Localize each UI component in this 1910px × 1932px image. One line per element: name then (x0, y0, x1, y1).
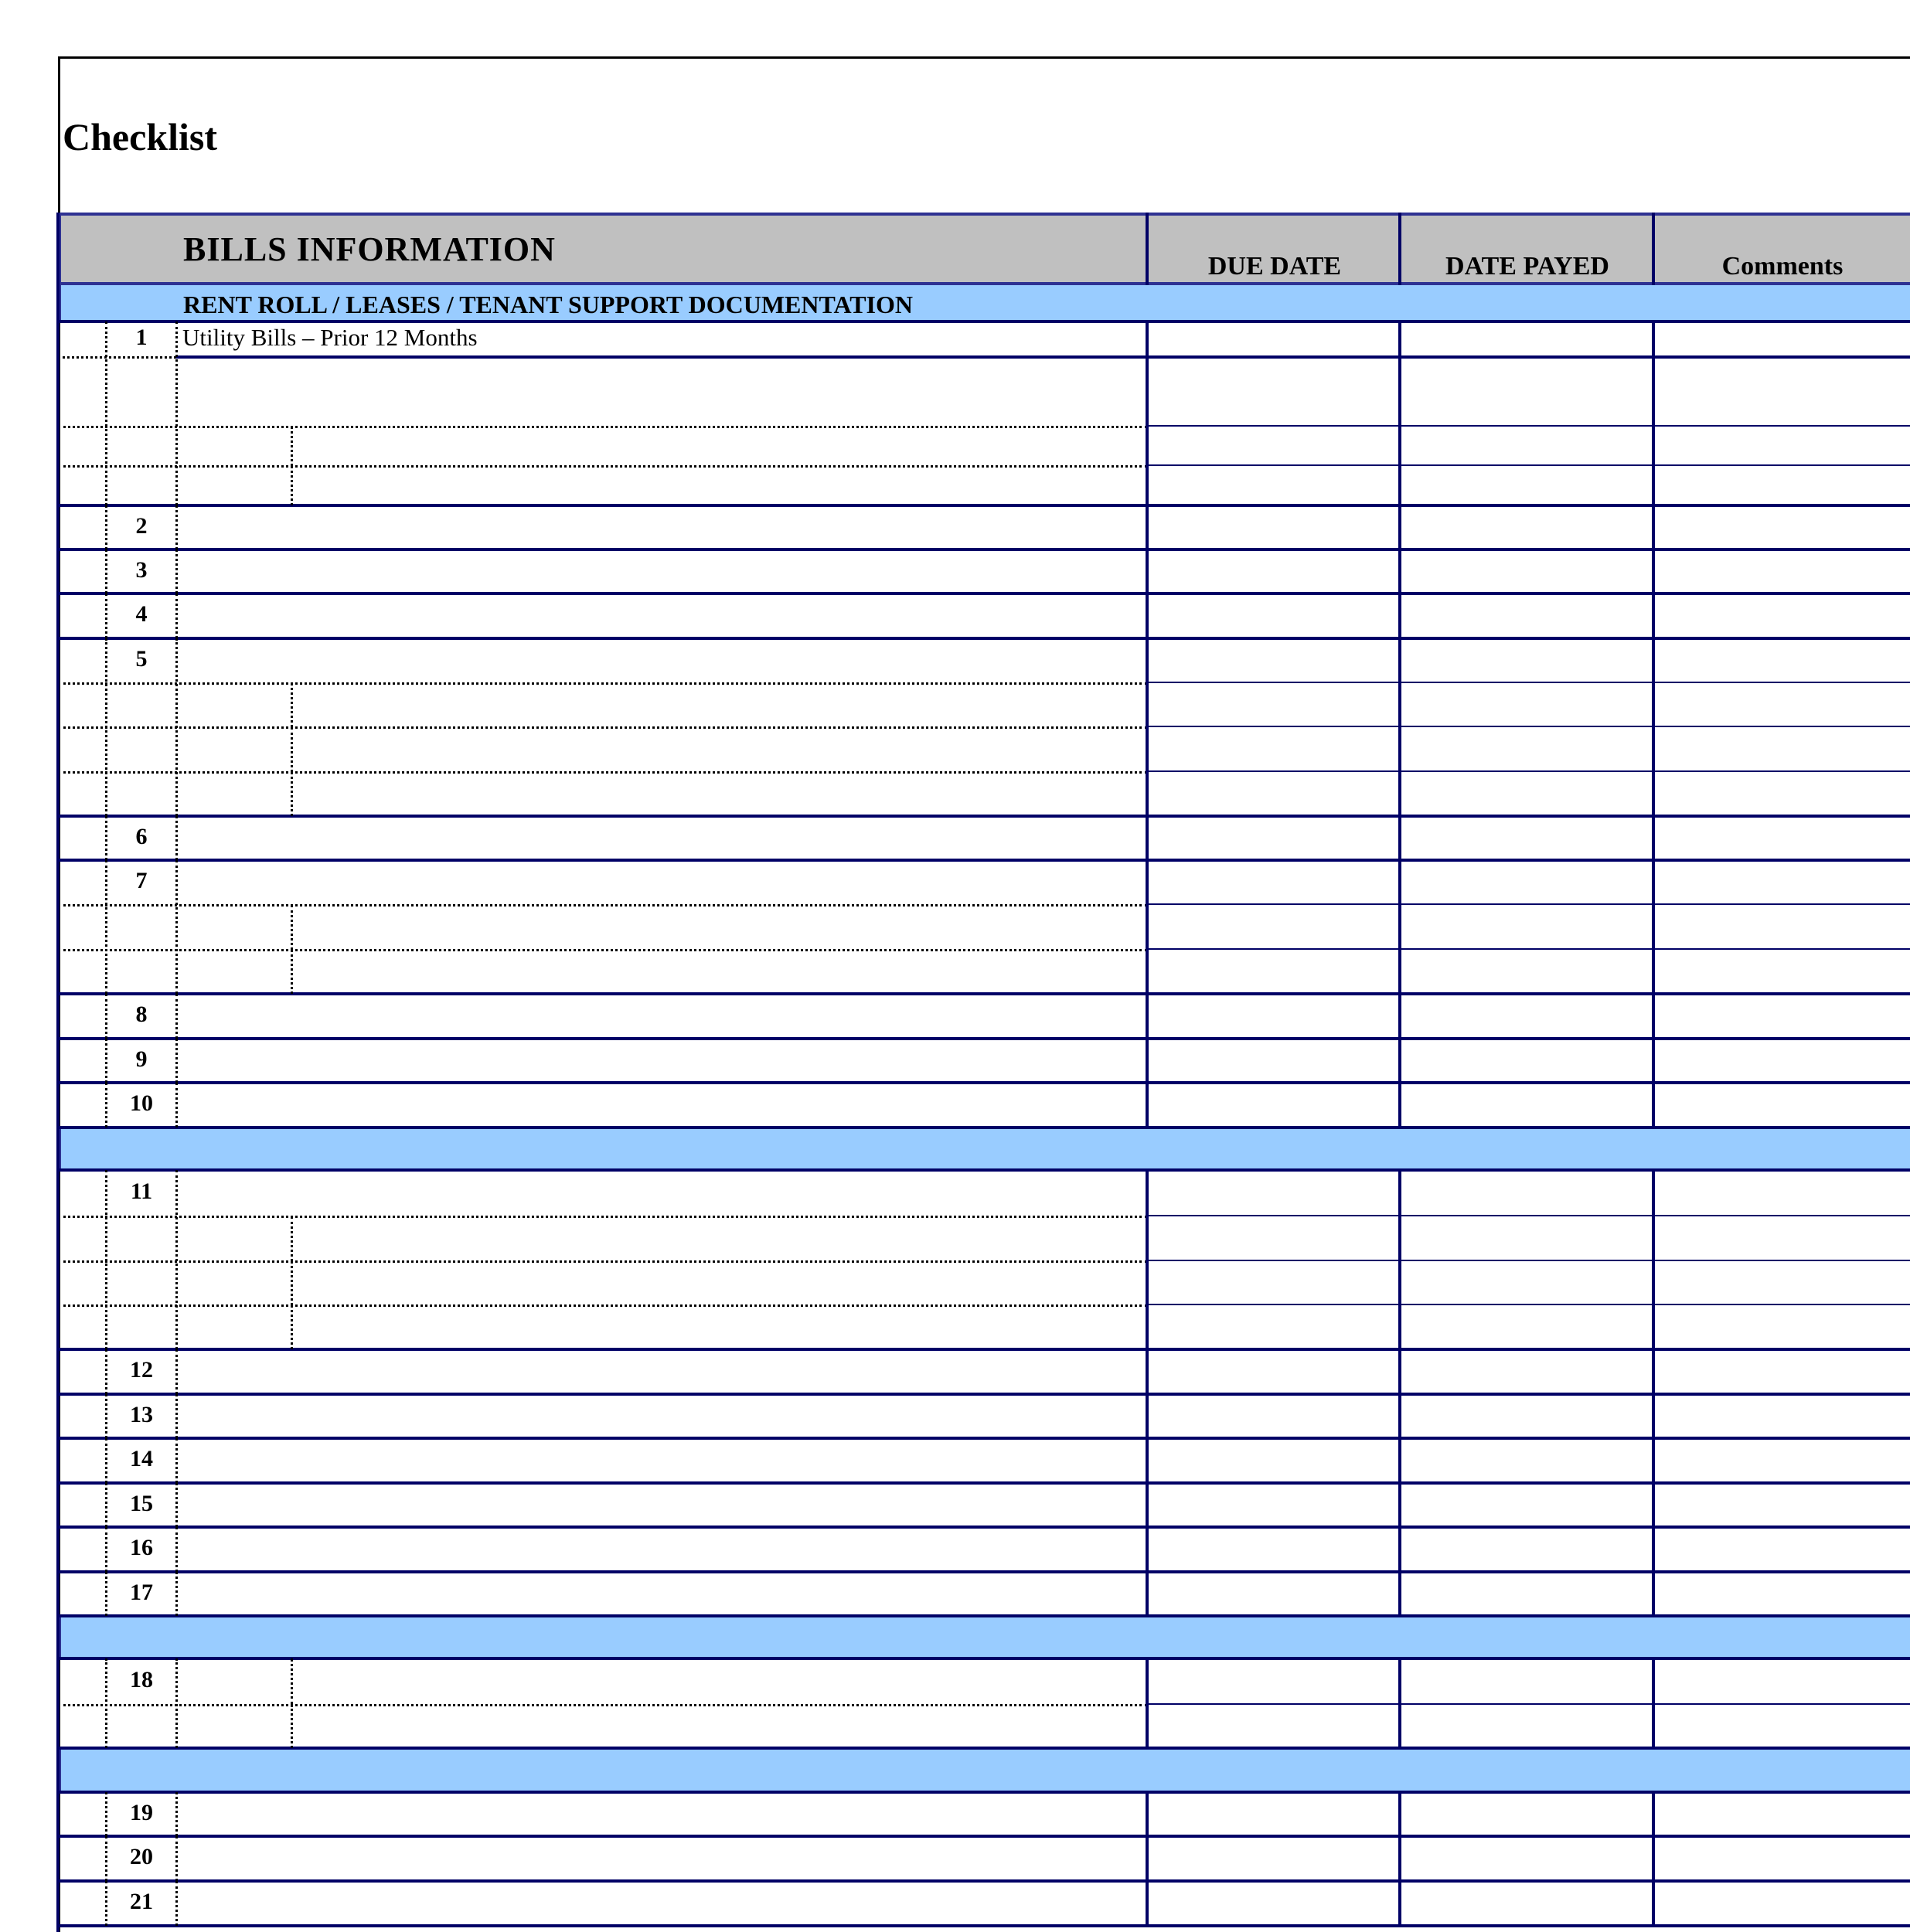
item-number: 13 (130, 1401, 153, 1427)
column-divider (1398, 1438, 1401, 1483)
column-divider (1652, 1039, 1655, 1083)
item-number: 4 (135, 601, 148, 627)
column-divider (1146, 1658, 1149, 1748)
column-divider (1652, 321, 1655, 505)
column-divider (1652, 1527, 1655, 1572)
row-divider (1147, 770, 1910, 772)
item-number: 5 (135, 646, 148, 672)
column-divider (1146, 1836, 1149, 1881)
column-divider-dotted (291, 1658, 293, 1705)
column-divider (1398, 994, 1401, 1039)
column-divider (1652, 1438, 1655, 1483)
comments-header: Comments (1721, 252, 1844, 281)
row-divider (1147, 903, 1910, 905)
row-divider (58, 1168, 1910, 1172)
column-divider (1652, 816, 1655, 860)
column-divider (1146, 1527, 1149, 1572)
column-divider (1652, 213, 1655, 285)
item-number: 14 (130, 1446, 153, 1471)
column-divider-dotted (291, 1216, 293, 1261)
row-divider (1147, 1703, 1910, 1705)
column-divider-dotted (291, 1261, 293, 1305)
section-bar-2 (58, 1128, 1910, 1170)
column-divider (1398, 505, 1401, 549)
item-number: 3 (135, 556, 148, 583)
column-divider (1398, 1836, 1401, 1881)
row-divider (58, 992, 1910, 995)
row-divider (58, 1879, 1910, 1883)
column-divider (1398, 638, 1401, 816)
row-divider (1147, 948, 1910, 950)
column-divider (1146, 860, 1149, 994)
row-divider (58, 1526, 1910, 1529)
row-divider-dotted (58, 771, 1147, 774)
row-divider (58, 1835, 1910, 1838)
column-divider (1652, 638, 1655, 816)
column-divider (1652, 860, 1655, 994)
bills-information-heading: BILLS INFORMATION (183, 230, 556, 268)
row-divider-dotted (58, 1260, 1147, 1263)
column-divider (1652, 1792, 1655, 1836)
row-divider (1147, 464, 1910, 466)
row-divider (58, 504, 1910, 507)
column-divider-dotted (291, 683, 293, 727)
row-divider (58, 637, 1910, 640)
row-divider-dotted (58, 356, 176, 359)
row-divider (58, 320, 1910, 323)
column-divider-dotted (291, 727, 293, 772)
column-divider-dotted (291, 1705, 293, 1748)
row-divider-dotted (58, 726, 1147, 729)
column-divider (1146, 1170, 1149, 1349)
column-divider (1652, 549, 1655, 594)
row-divider (58, 548, 1910, 551)
column-divider (1398, 860, 1401, 994)
item-number: 19 (130, 1799, 153, 1825)
row-divider (58, 1126, 1910, 1129)
column-divider (1398, 1881, 1401, 1926)
row-divider (58, 1081, 1910, 1084)
row-divider (1147, 726, 1910, 727)
row-divider-dotted (58, 904, 1147, 906)
column-divider (1146, 505, 1149, 549)
row-divider (1147, 682, 1910, 683)
column-divider (1146, 1083, 1149, 1128)
column-divider (1652, 1658, 1655, 1748)
row-divider-dotted (58, 1216, 1147, 1218)
column-divider (1398, 1170, 1401, 1349)
column-divider (1652, 1394, 1655, 1438)
row-divider-dotted (58, 465, 1147, 468)
column-divider (1146, 638, 1149, 816)
item-number: 6 (135, 823, 148, 849)
column-divider (1146, 816, 1149, 860)
column-divider (1398, 1658, 1401, 1748)
item-number: 17 (130, 1579, 153, 1605)
row-divider (58, 1570, 1910, 1573)
column-divider (1652, 1881, 1655, 1926)
column-divider (1652, 1572, 1655, 1616)
column-divider (1652, 1170, 1655, 1349)
column-divider (1146, 321, 1149, 505)
row-divider-dotted (58, 682, 1147, 685)
column-divider (1398, 594, 1401, 638)
row-divider (1147, 1260, 1910, 1261)
column-divider (1146, 1438, 1149, 1483)
column-divider (1652, 994, 1655, 1039)
column-divider (1652, 1083, 1655, 1128)
row-divider-dotted (58, 1704, 1147, 1706)
column-divider (1146, 1792, 1149, 1836)
column-divider (1398, 1039, 1401, 1083)
row-divider (58, 1924, 1910, 1927)
row-divider-dotted (58, 426, 1147, 428)
column-divider (1398, 321, 1401, 505)
item-number: 11 (130, 1179, 153, 1204)
column-divider (1146, 213, 1149, 285)
row-divider-dotted (58, 1304, 1147, 1307)
item-number: 10 (130, 1090, 153, 1116)
item-description[interactable]: Utility Bills – Prior 12 Months (182, 324, 478, 351)
row-divider (58, 1348, 1910, 1351)
item-number: 2 (135, 512, 148, 539)
column-divider (1398, 1349, 1401, 1394)
section-bar-3 (58, 1616, 1910, 1658)
row-divider (176, 355, 1910, 359)
column-divider (1398, 1572, 1401, 1616)
column-divider (1146, 594, 1149, 638)
column-divider (1146, 1881, 1149, 1926)
item-number: 7 (135, 868, 148, 893)
column-divider (1146, 1572, 1149, 1616)
column-divider-dotted (291, 466, 293, 505)
row-divider (58, 1747, 1910, 1750)
column-divider (1652, 505, 1655, 549)
row-divider (58, 1393, 1910, 1396)
item-number: 20 (130, 1844, 153, 1869)
column-divider (1652, 594, 1655, 638)
item-number: 16 (130, 1535, 153, 1560)
column-divider (1146, 1483, 1149, 1527)
item-number: 12 (130, 1357, 153, 1383)
column-divider (1398, 213, 1401, 285)
column-divider (1146, 549, 1149, 594)
column-divider (1398, 1792, 1401, 1836)
column-divider (1398, 1083, 1401, 1128)
item-number: 15 (130, 1490, 153, 1516)
row-divider (58, 1037, 1910, 1040)
item-number: 1 (135, 325, 148, 350)
column-divider (1398, 1527, 1401, 1572)
column-divider (1398, 1394, 1401, 1438)
column-divider (1652, 1483, 1655, 1527)
row-divider (58, 1437, 1910, 1440)
row-divider (58, 1791, 1910, 1794)
due-date-header: DUE DATE (1207, 252, 1342, 281)
column-divider-dotted (291, 1305, 293, 1349)
row-divider (1147, 1215, 1910, 1216)
item-number: 21 (130, 1889, 153, 1914)
row-divider (58, 815, 1910, 818)
row-divider (58, 1657, 1910, 1660)
row-divider (58, 859, 1910, 862)
column-divider (1146, 1394, 1149, 1438)
column-divider-dotted (291, 950, 293, 994)
row-divider (58, 1614, 1910, 1617)
column-divider (1146, 994, 1149, 1039)
item-number: 9 (135, 1046, 148, 1072)
row-divider (58, 1481, 1910, 1485)
column-divider-dotted (291, 772, 293, 816)
column-divider (1652, 1836, 1655, 1881)
column-divider (1398, 1483, 1401, 1527)
row-divider (58, 592, 1910, 595)
column-divider (1146, 1349, 1149, 1394)
column-divider (1146, 1039, 1149, 1083)
column-divider-dotted (291, 427, 293, 466)
row-divider-dotted (58, 949, 1147, 951)
item-number: 18 (130, 1667, 153, 1692)
row-divider (1147, 425, 1910, 427)
row-divider (1147, 1304, 1910, 1305)
column-divider (1398, 549, 1401, 594)
page-title: Checklist (63, 115, 217, 158)
section-label: RENT ROLL / LEASES / TENANT SUPPORT DOCUMENTATION (183, 291, 913, 318)
date-payed-header: DATE PAYED (1445, 252, 1609, 281)
column-divider-dotted (291, 905, 293, 950)
section-bar-4 (58, 1748, 1910, 1792)
column-divider (1398, 816, 1401, 860)
item-number: 8 (135, 1002, 148, 1027)
table-left-border (56, 213, 60, 1932)
column-divider (1652, 1349, 1655, 1394)
